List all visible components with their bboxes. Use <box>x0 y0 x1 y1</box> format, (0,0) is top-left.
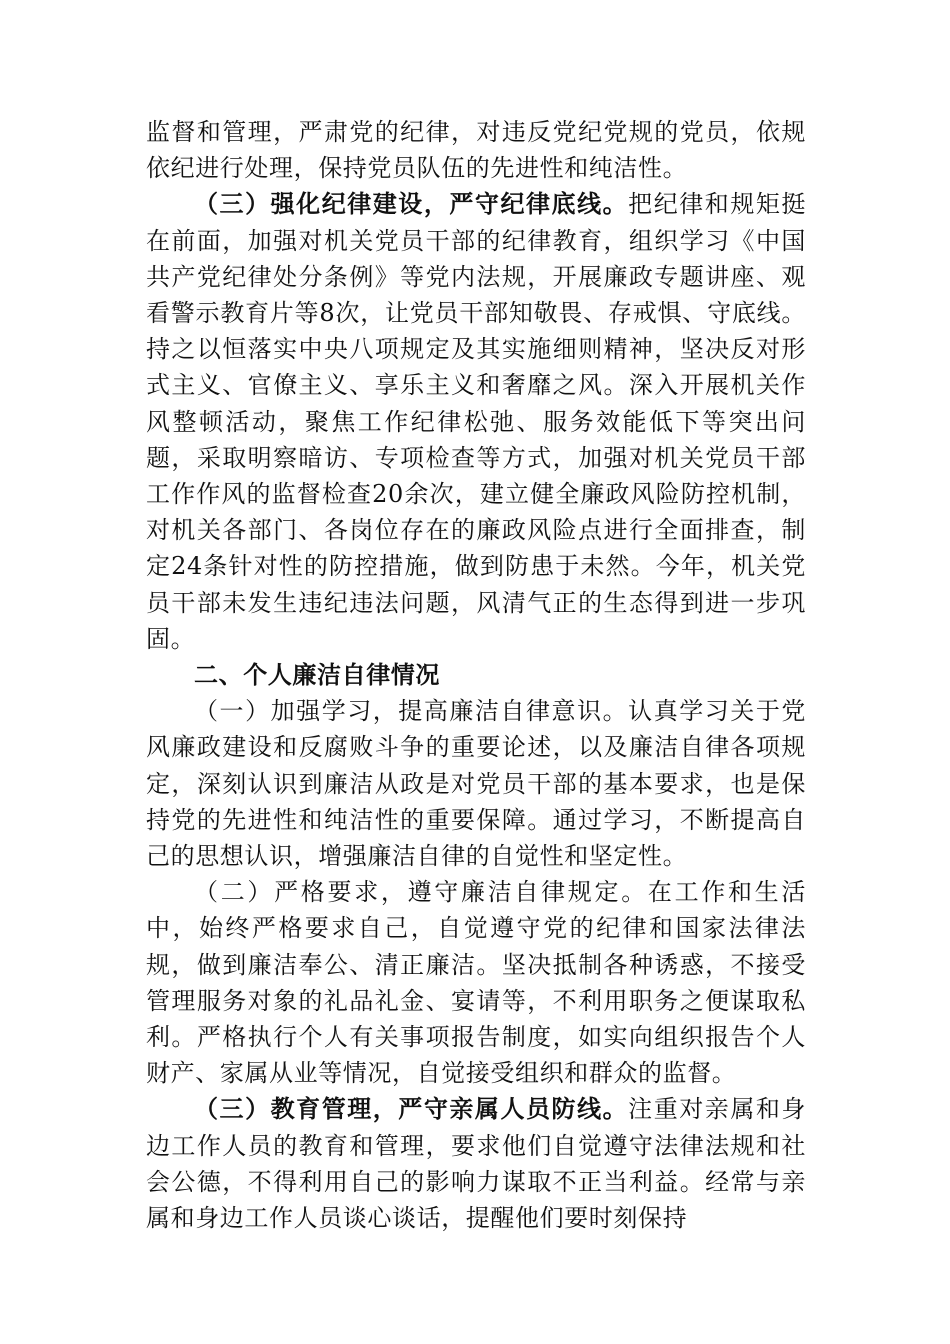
paragraph-study: （一）加强学习，提高廉洁自律意识。认真学习关于党风廉政建设和反腐败斗争的重要论述，以及廉洁自律各项规定，深刻认识到廉洁从政是对党员干部的基本要求，也是保持党的先进性和纯洁性的重要保障。通过学习，不断提高自己的思想认识，增强廉洁自律的自觉性和坚定性。 <box>146 697 806 871</box>
paragraph-continuation: 监督和管理，严肃党的纪律，对违反党纪党规的党员，依规依纪进行处理，保持党员队伍的先进性和纯洁性。 <box>146 118 806 183</box>
paragraph-discipline-building <box>146 186 806 657</box>
paragraph-relatives-management <box>146 1091 806 1236</box>
paragraph-body-relatives: 注重对亲属和身边工作人员的教育和管理，要求他们自觉遵守法律法规和社会公德，不得利用自己的影响力谋取不正当利益。经常与亲属和身边工作人员谈心谈话，提醒他们要时刻保持 <box>146 1095 807 1233</box>
paragraph-strict-requirements: （二）严格要求，遵守廉洁自律规定。在工作和生活中，始终严格要求自己，自觉遵守党的纪律和国家法律法规，做到廉洁奉公、清正廉洁。坚决抵制各种诱惑，不接受管理服务对象的礼品礼金、宴请等，不利用职务之便谋取私利。严格执行个人有关事项报告制度，如实向组织报告个人财产、家属从业等情况，自觉接受组织和群众的监督。 <box>146 878 806 1088</box>
paragraph-lead-discipline: （三）强化纪律建设，严守纪律底线。 <box>194 189 629 219</box>
document-body <box>146 114 806 1236</box>
section-heading-personal: 二、个人廉洁自律情况 <box>194 661 440 690</box>
paragraph-body-discipline: 把纪律和规矩挺在前面，加强对机关党员干部的纪律教育，组织学习《中国共产党纪律处分条例》等党内法规，开展廉政专题讲座、观看警示教育片等8次，让党员干部知敬畏、存戒惧、守底线。持之以恒落实中央八项规定及其实施细则精神，坚决反对形式主义、官僚主义、享乐主义和奢靡之风。深入开展机关作风整顿活动，聚焦工作纪律松弛、服务效能低下等突出问题，采取明察暗访、专项检查等方式，加强对机关党员干部工作作风的监督检查20余次，建立健全廉政风险防控机制，对机关各部门、各岗位存在的廉政风险点进行全面排查，制定24条针对性的防控措施，做到防患于未然。今年，机关党员干部未发生违纪违法问题，风清气正的生态得到进一步巩固。 <box>146 190 807 653</box>
paragraph-lead-relatives: （三）教育管理，严守亲属人员防线。 <box>194 1094 629 1124</box>
